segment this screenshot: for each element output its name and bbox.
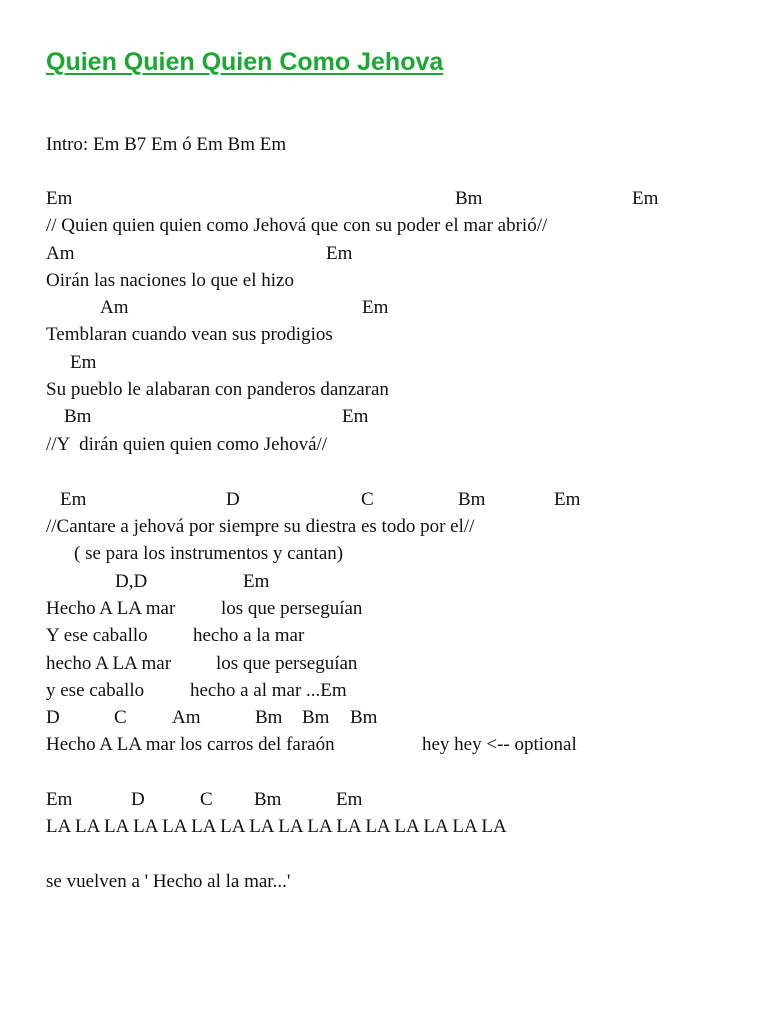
- lyric: y ese caballo: [46, 680, 145, 701]
- chord: C: [114, 707, 127, 728]
- outro-text: se vuelven a ' Hecho al la mar...': [46, 871, 291, 892]
- chord: Em: [60, 489, 87, 510]
- lyric: //Cantare a jehová por siempre su diestra es todo por el//: [46, 516, 475, 537]
- lyric: Hecho A LA mar los carros del faraón: [46, 734, 335, 755]
- lyric: Temblaran cuando vean sus prodigios: [46, 324, 333, 345]
- lyric: los que perseguían: [216, 653, 358, 674]
- chord: Em: [46, 188, 73, 209]
- lyric: los que perseguían: [221, 598, 363, 619]
- chord: Bm: [64, 406, 92, 427]
- chord: Am: [46, 243, 75, 264]
- chord: Em: [342, 406, 369, 427]
- lyric: hecho A LA mar: [46, 653, 172, 674]
- lyric: //Y dirán quien quien como Jehová//: [46, 434, 328, 455]
- chord: Em: [243, 571, 270, 592]
- lyric: Y ese caballo: [46, 625, 148, 646]
- chord: Bm: [458, 489, 486, 510]
- chord: D: [46, 707, 60, 728]
- lyric: hecho a la mar: [193, 625, 305, 646]
- chord: C: [361, 489, 374, 510]
- chord: D: [131, 789, 145, 810]
- lyric: // Quien quien quien como Jehová que con su poder el mar abrió//: [46, 215, 548, 236]
- lyric: Su pueblo le alabaran con panderos danzaran: [46, 379, 389, 400]
- chord: Bm: [350, 707, 378, 728]
- lyric: Hecho A LA mar: [46, 598, 176, 619]
- chord: Bm: [254, 789, 282, 810]
- lyric: LA LA LA LA LA LA LA LA LA LA LA LA LA LA LA LA: [46, 816, 507, 837]
- chord: Em: [46, 789, 73, 810]
- chord: Em: [336, 789, 363, 810]
- chord: Am: [100, 297, 129, 318]
- chord: Em: [554, 489, 581, 510]
- chord: Bm: [255, 707, 283, 728]
- lyric: hecho a al mar ...Em: [190, 680, 347, 701]
- chord: D: [226, 489, 240, 510]
- song-title: Quien Quien Quien Como Jehova: [46, 48, 444, 76]
- chord: Em: [362, 297, 389, 318]
- lyric: hey hey <-- optional: [422, 734, 577, 755]
- chord: C: [200, 789, 213, 810]
- chord: Em: [326, 243, 353, 264]
- chord: Bm: [302, 707, 330, 728]
- intro-text: Intro: Em B7 Em ó Em Bm Em: [46, 134, 287, 155]
- chord: Am: [172, 707, 201, 728]
- chord: Em: [70, 352, 97, 373]
- chord: Bm: [455, 188, 483, 209]
- chord: Em: [632, 188, 659, 209]
- note-text: ( se para los instrumentos y cantan): [74, 543, 344, 564]
- chord: D,D: [115, 571, 148, 592]
- lyric: Oirán las naciones lo que el hizo: [46, 270, 294, 291]
